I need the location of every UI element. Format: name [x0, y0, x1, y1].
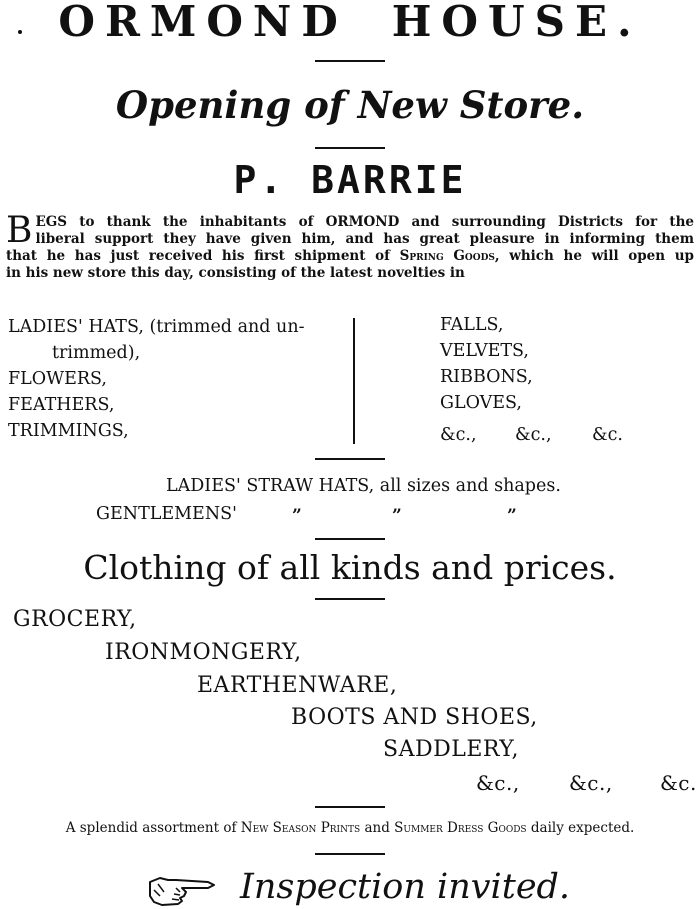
- summer-dress-goods-text: Summer Dress Goods: [394, 820, 527, 836]
- etc-text: &c.: [660, 771, 697, 795]
- intro-paragraph: [6, 210, 694, 282]
- list-item: FALLS,: [440, 315, 504, 335]
- divider-rule: [315, 806, 385, 808]
- right-goods-column: [440, 312, 533, 416]
- drop-cap: B: [6, 210, 33, 251]
- list-item: trimmed),: [52, 343, 141, 363]
- new-season-prints-text: New Season Prints: [240, 820, 361, 836]
- goods-saddlery: SADDLERY,: [383, 737, 519, 762]
- pointing-hand-icon: [146, 870, 218, 908]
- list-item: LADIES' HATS, (trimmed and un-: [8, 317, 305, 337]
- divider-rule: [315, 458, 385, 460]
- divider-rule: [315, 60, 385, 62]
- goods-ironmongery: IRONMONGERY,: [105, 640, 302, 665]
- intro-line: EGS to thank the inhabitants of ORMOND and surrounding Districts for the: [35, 214, 694, 230]
- divider-rule: [315, 147, 385, 149]
- goods-grocery: GROCERY,: [13, 607, 137, 632]
- column-divider: [353, 318, 355, 444]
- intro-line: that he has just received his first shipment of Spring Goods, which he will open up: [6, 248, 694, 264]
- goods-earthenware: EARTHENWARE,: [197, 673, 398, 698]
- intro-line: liberal support they have given him, and has great pleasure in informing them: [35, 231, 694, 247]
- goods-boots-and-shoes: BOOTS AND SHOES,: [291, 705, 538, 730]
- divider-rule: [315, 538, 385, 540]
- title-word-house: HOUSE.: [391, 0, 642, 46]
- ditto-mark: ”: [292, 506, 302, 526]
- subtitle: Opening of New Store.: [115, 83, 585, 127]
- title-word-ormond: ORMOND: [58, 0, 348, 46]
- ditto-mark: ”: [507, 506, 517, 526]
- proprietor-name: P. BARRIE: [233, 158, 467, 202]
- etc-text: &c.,: [440, 425, 477, 445]
- list-item: FEATHERS,: [8, 395, 115, 415]
- etc-text: &c.,: [476, 771, 520, 795]
- etc-text: &c.: [592, 425, 623, 445]
- clothing-headline: Clothing of all kinds and prices.: [83, 548, 617, 587]
- list-item: VELVETS,: [440, 341, 529, 361]
- spring-goods-text: Spring Goods: [399, 248, 495, 264]
- divider-rule: [315, 853, 385, 855]
- decorative-dot: [18, 30, 22, 34]
- ditto-mark: ”: [392, 506, 402, 526]
- left-goods-column: [8, 314, 305, 444]
- intro-line: in his new store this day, consisting of the latest novelties in: [6, 265, 465, 281]
- list-item: TRIMMINGS,: [8, 421, 129, 441]
- inspection-invited: Inspection invited.: [240, 867, 571, 907]
- spring-announcement: A splendid assortment of New Season Prints and Summer Dress Goods daily expected.: [65, 820, 635, 836]
- list-item: RIBBONS,: [440, 367, 533, 387]
- etc-text: &c.,: [515, 425, 552, 445]
- divider-rule: [315, 598, 385, 600]
- etc-text: &c.,: [569, 771, 613, 795]
- list-item: GLOVES,: [440, 393, 522, 413]
- store-title: [0, 0, 700, 44]
- ladies-straw-hats: LADIES' STRAW HATS, all sizes and shapes.: [166, 476, 561, 496]
- gentlemens-straw-hats: GENTLEMENS': [96, 504, 237, 524]
- list-item: FLOWERS,: [8, 369, 107, 389]
